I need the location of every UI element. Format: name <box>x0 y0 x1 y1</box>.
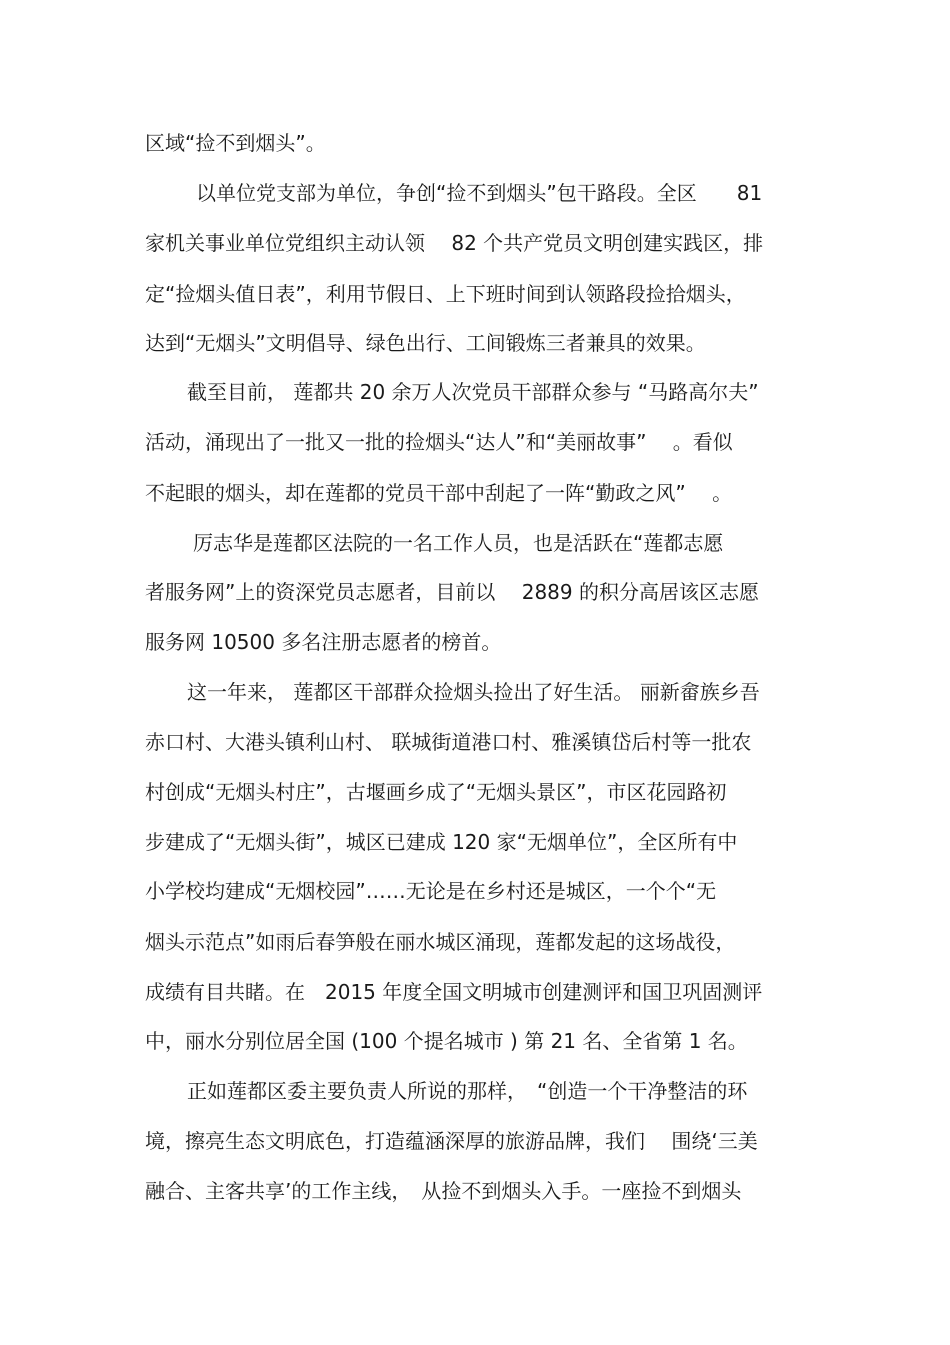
text-line: 中，丽水分别位居全国 (100 个提名城市 ) 第 21 名、全省第 1 名。 <box>145 1029 748 1053</box>
text-line: 步建成了“无烟头街”，城区已建成 120 家“无烟单位”，全区所有中 <box>145 830 738 854</box>
text-line: 境，擦亮生态文明底色，打造蕴涵深厚的旅游品牌，我们 围绕‘三美 <box>145 1129 758 1153</box>
text-line: 村创成“无烟头村庄”，古堰画乡成了“无烟头景区”，市区花园路初 <box>145 780 727 804</box>
text-line: 家机关事业单位党组织主动认领 82 个共产党员文明创建实践区，排 <box>145 231 764 255</box>
text-line: 截至目前， 莲都共 20 余万人次党员干部群众参与 “马路高尔夫” <box>187 380 759 404</box>
text-line: 不起眼的烟头，却在莲都的党员干部中刮起了一阵“勤政之风” 。 <box>145 481 733 505</box>
text-line: 以单位党支部为单位，争创“捡不到烟头”包干路段。全区 81 <box>196 181 763 205</box>
text-line: 成绩有目共睹。在 2015 年度全国文明城市创建测评和国卫巩固测评 <box>145 980 763 1004</box>
text-line: 融合、主客共享’的工作主线， 从捡不到烟头入手。一座捡不到烟头 <box>145 1179 742 1203</box>
text-line: 活动，涌现出了一批又一批的捡烟头“达人”和“美丽故事” 。看似 <box>145 430 733 454</box>
text-line: 达到“无烟头”文明倡导、绿色出行、工间锻炼三者兼具的效果。 <box>145 331 706 355</box>
text-line: 区域“捡不到烟头”。 <box>145 131 326 155</box>
text-line: 这一年来， 莲都区干部群众捡烟头捡出了好生活。 丽新畲族乡吾 <box>187 680 760 704</box>
text-line: 赤口村、大港头镇利山村、 联城街道港口村、雅溪镇岱后村等一批农 <box>145 730 752 754</box>
text-line: 厉志华是莲都区法院的一名工作人员，也是活跃在“莲都志愿 <box>193 531 724 555</box>
text-line: 小学校均建成“无烟校园”……无论是在乡村还是城区，一个个“无 <box>145 879 717 903</box>
text-line: 烟头示范点”如雨后春笋般在丽水城区涌现，莲都发起的这场战役， <box>145 930 736 954</box>
text-line: 定“捡烟头值日表”，利用节假日、上下班时间到认领路段捡拾烟头， <box>145 282 746 306</box>
text-line: 者服务网”上的资深党员志愿者，目前以 2889 的积分高居该区志愿 <box>145 580 759 604</box>
text-line: 服务网 10500 多名注册志愿者的榜首。 <box>145 630 502 654</box>
text-line: 正如莲都区委主要负责人所说的那样， “创造一个干净整洁的环 <box>187 1079 748 1103</box>
